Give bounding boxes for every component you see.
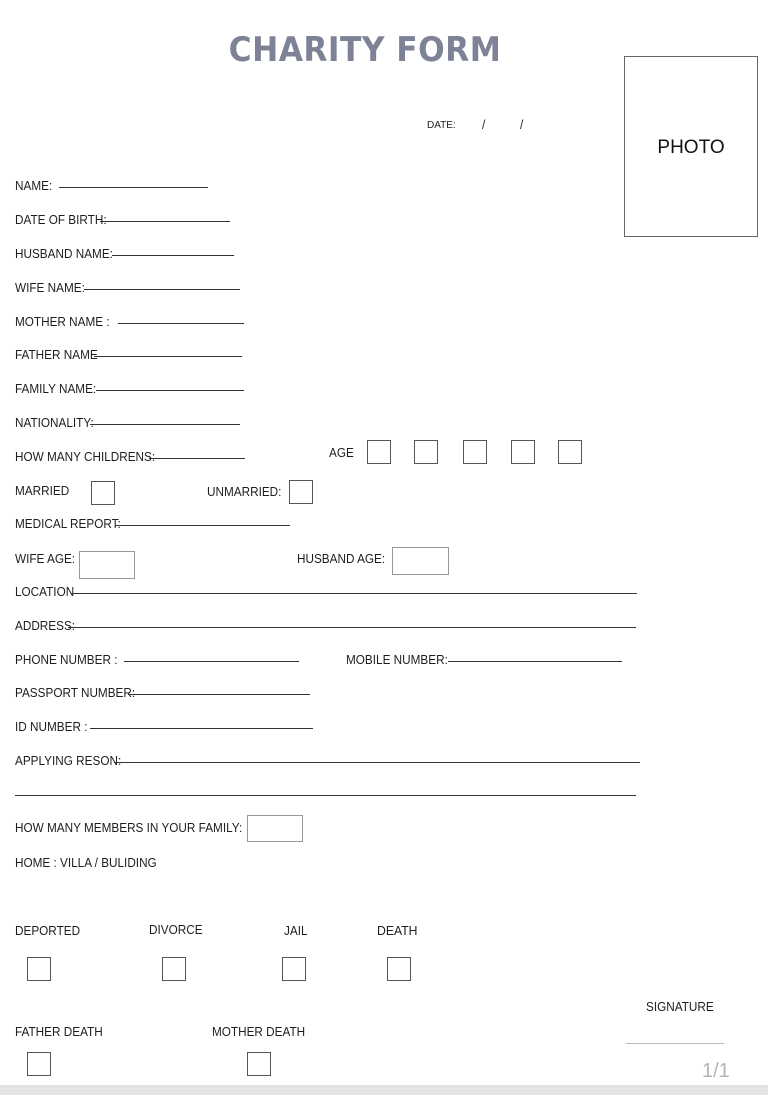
- date-separator-1: /: [482, 118, 486, 132]
- husband-name-field[interactable]: [112, 255, 234, 256]
- father-death-label: FATHER DEATH: [15, 1025, 103, 1039]
- death-label: DEATH: [377, 923, 418, 938]
- date-of-birth-field[interactable]: [100, 221, 230, 222]
- location-label: LOCATION: [15, 585, 75, 599]
- mother-death-label: MOTHER DEATH: [212, 1025, 306, 1039]
- name-label: NAME:: [15, 179, 53, 193]
- address-field[interactable]: [68, 627, 636, 628]
- signature-field[interactable]: [626, 1043, 724, 1044]
- father-death-checkbox[interactable]: [27, 1052, 51, 1076]
- family-members-box[interactable]: [247, 815, 303, 842]
- father-name-label: FATHER NAME: [15, 348, 98, 362]
- married-label: MARRIED: [15, 484, 70, 498]
- medical-report-label: MEDICAL REPORT:: [15, 517, 121, 531]
- wife-name-label: WIFE NAME:: [15, 281, 85, 295]
- location-field[interactable]: [71, 593, 637, 594]
- child-age-box-4[interactable]: [511, 440, 535, 464]
- address-label: ADDRESS:: [15, 619, 76, 633]
- jail-label: JAIL: [284, 924, 308, 938]
- mobile-number-field[interactable]: [448, 661, 622, 662]
- child-age-box-1[interactable]: [367, 440, 391, 464]
- name-field[interactable]: [59, 187, 208, 188]
- form-title: CHARITY FORM: [228, 30, 502, 70]
- deported-label: DEPORTED: [15, 924, 81, 938]
- photo-box[interactable]: [624, 56, 758, 237]
- phone-number-field[interactable]: [124, 661, 299, 662]
- medical-report-field[interactable]: [115, 525, 290, 526]
- passport-number-label: PASSPORT NUMBER:: [15, 686, 136, 700]
- page-bottom-edge: [0, 1085, 768, 1095]
- age-label: AGE: [329, 446, 354, 460]
- nationality-field[interactable]: [90, 424, 240, 425]
- family-name-label: FAMILY NAME:: [15, 382, 97, 396]
- date-of-birth-label: DATE OF BIRTH:: [15, 213, 107, 227]
- mother-name-label: MOTHER NAME :: [15, 315, 110, 329]
- husband-age-label: HUSBAND AGE:: [297, 552, 386, 566]
- photo-label: PHOTO: [657, 137, 725, 158]
- divorce-label: DIVORCE: [149, 923, 203, 937]
- husband-name-label: HUSBAND NAME:: [15, 247, 113, 261]
- wife-name-field[interactable]: [84, 289, 240, 290]
- passport-number-field[interactable]: [128, 694, 310, 695]
- mother-death-checkbox[interactable]: [247, 1052, 271, 1076]
- wife-age-label: WIFE AGE:: [15, 552, 76, 566]
- page-number: 1/1: [702, 1060, 730, 1082]
- applying-reason-field[interactable]: [114, 762, 640, 763]
- id-number-field[interactable]: [90, 728, 313, 729]
- child-age-box-5[interactable]: [558, 440, 582, 464]
- id-number-label: ID NUMBER :: [15, 720, 88, 734]
- date-label: DATE:: [427, 120, 456, 131]
- husband-age-box[interactable]: [392, 547, 449, 575]
- how-many-childrens-label: HOW MANY CHILDRENS:: [15, 450, 156, 464]
- child-age-box-3[interactable]: [463, 440, 487, 464]
- child-age-box-2[interactable]: [414, 440, 438, 464]
- deported-checkbox[interactable]: [27, 957, 51, 981]
- phone-number-label: PHONE NUMBER :: [15, 653, 118, 667]
- wife-age-box[interactable]: [79, 551, 135, 579]
- jail-checkbox[interactable]: [282, 957, 306, 981]
- date-separator-2: /: [520, 118, 524, 132]
- mother-name-field[interactable]: [118, 323, 244, 324]
- unmarried-label: UNMARRIED:: [207, 485, 282, 499]
- mobile-number-label: MOBILE NUMBER:: [346, 653, 448, 667]
- father-name-field[interactable]: [94, 356, 242, 357]
- how-many-childrens-field[interactable]: [149, 458, 245, 459]
- unmarried-checkbox[interactable]: [289, 480, 313, 504]
- applying-reason-label: APPLYING RESON:: [15, 754, 122, 768]
- family-name-field[interactable]: [96, 390, 244, 391]
- signature-label: SIGNATURE: [646, 1000, 714, 1014]
- home-label: HOME : VILLA / BULIDING: [15, 856, 157, 870]
- divorce-checkbox[interactable]: [162, 957, 186, 981]
- nationality-label: NATIONALITY:: [15, 416, 94, 430]
- death-checkbox[interactable]: [387, 957, 411, 981]
- applying-reason-field-line-2[interactable]: [15, 795, 636, 796]
- married-checkbox[interactable]: [91, 481, 115, 505]
- family-members-label: HOW MANY MEMBERS IN YOUR FAMILY:: [15, 821, 243, 835]
